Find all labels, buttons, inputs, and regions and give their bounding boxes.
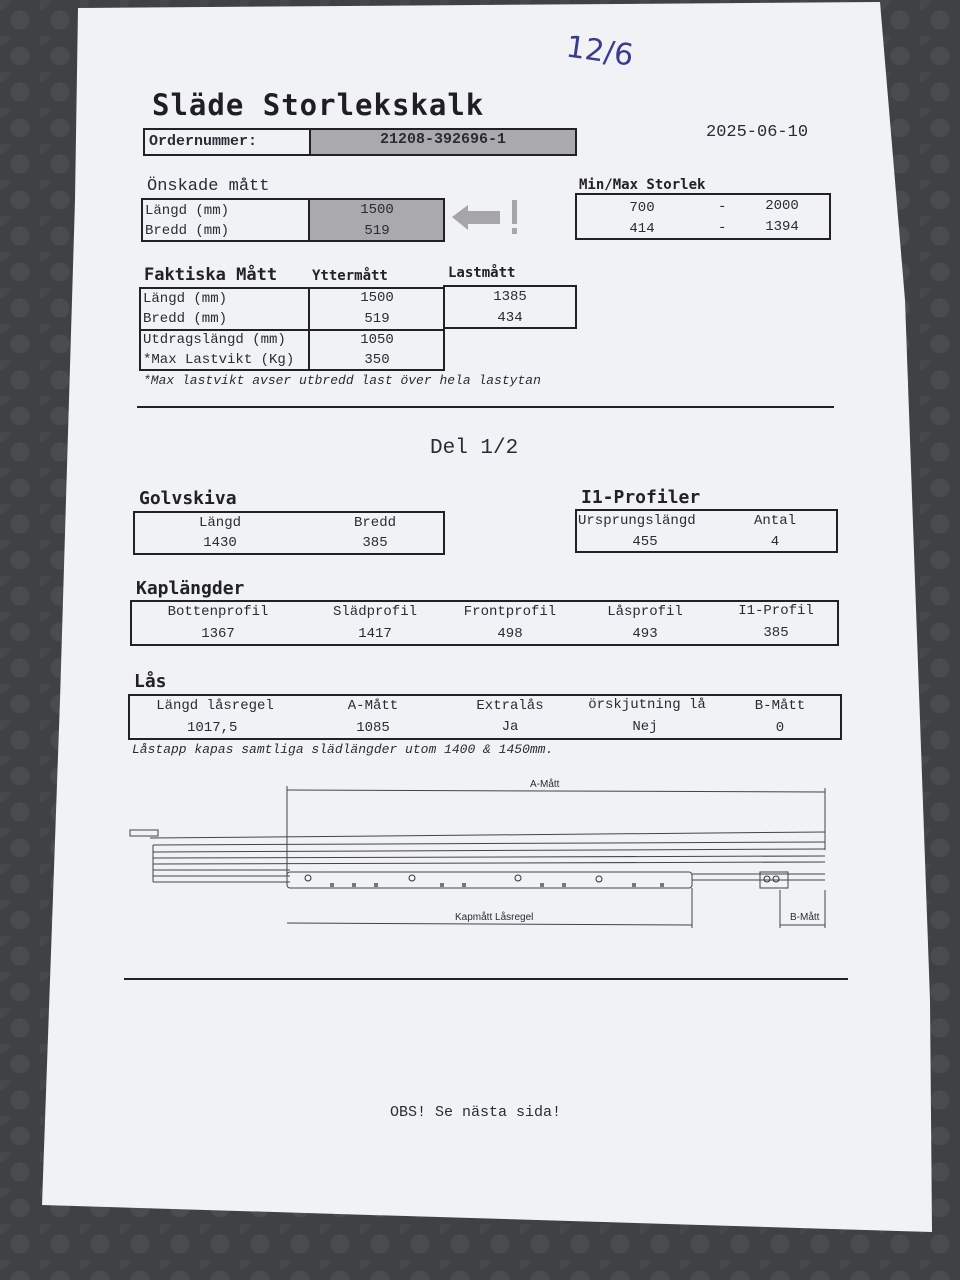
minmax-min-2: 414 (629, 221, 655, 237)
cut-label-front: Frontprofil (463, 604, 557, 620)
cut-label-bottom: Bottenprofil (167, 604, 269, 620)
cut-heading: Kaplängder (136, 578, 245, 599)
cut-value-front: 498 (497, 626, 523, 642)
desired-width-label: Bredd (mm) (145, 223, 230, 239)
actual-length-label: Längd (mm) (143, 291, 228, 307)
warning-arrow-icon (450, 196, 525, 238)
desired-length-value: 1500 (360, 202, 394, 218)
maxload-footnote: *Max lastvikt avser utbredd last över hela lastytan (143, 373, 541, 388)
cut-label-slide: Slädprofil (332, 604, 417, 620)
actual-width-label: Bredd (mm) (143, 311, 228, 327)
i1-orig-label: Ursprungslängd (578, 513, 696, 529)
diagram-b-label: B-Mått (790, 912, 820, 923)
diagram-a-label: A-Mått (530, 779, 560, 790)
actual-length-load: 1385 (493, 289, 527, 305)
floorboard-width-value: 385 (362, 535, 388, 551)
cut-value-i1: 385 (763, 625, 789, 641)
desired-width-value: 519 (364, 223, 390, 239)
maxload-value: 350 (364, 352, 390, 368)
handwritten-note: 12/6 (563, 29, 636, 74)
minmax-min-1: 700 (629, 200, 655, 216)
load-heading: Lastmått (448, 265, 516, 281)
cut-label-lock: Låsprofil (607, 604, 683, 620)
i1-orig-value: 455 (632, 534, 658, 550)
lock-label-shift: örskjutning lå (588, 697, 706, 713)
desired-length-label: Längd (mm) (145, 203, 230, 219)
maxload-label: *Max Lastvikt (Kg) (143, 352, 295, 368)
part-indicator: Del 1/2 (430, 437, 519, 460)
minmax-sep-1: - (718, 199, 727, 215)
minmax-max-2: 1394 (765, 219, 799, 235)
minmax-max-1: 2000 (765, 198, 799, 214)
lock-label-length: Längd låsregel (156, 698, 274, 714)
diagram-cut-label: Kapmått Låsregel (455, 912, 534, 923)
page-title: Släde Storlekskalk (152, 88, 485, 122)
footer-note: OBS! Se nästa sida! (390, 1104, 562, 1121)
order-label: Ordernummer: (149, 133, 258, 150)
floorboard-length-label: Längd (198, 515, 241, 531)
minmax-heading: Min/Max Storlek (579, 177, 706, 193)
outer-heading: Yttermått (312, 268, 388, 284)
lock-heading: Lås (134, 671, 167, 692)
order-number: 21208-392696-1 (379, 131, 507, 148)
divider-bottom (124, 978, 848, 980)
divider (137, 406, 834, 408)
cut-label-i1: I1-Profil (738, 603, 814, 619)
extension-label: Utdragslängd (mm) (143, 332, 286, 348)
cut-value-lock: 493 (632, 626, 658, 642)
order-date: 2025-06-10 (706, 123, 809, 142)
actual-width-load: 434 (497, 310, 523, 326)
lock-label-a: A-Mått (347, 698, 399, 714)
extension-value: 1050 (360, 332, 394, 348)
lock-value-a: 1085 (356, 720, 390, 736)
floorboard-heading: Golvskiva (139, 488, 237, 509)
desired-heading: Önskade mått (147, 177, 270, 196)
lock-label-extra: Extralås (476, 698, 544, 714)
lock-value-b: 0 (775, 720, 785, 736)
actual-width-outer: 519 (364, 311, 390, 327)
floorboard-length-value: 1430 (203, 535, 237, 551)
i1-heading: I1-Profiler (581, 487, 701, 508)
i1-count-label: Antal (753, 513, 796, 529)
actual-length-outer: 1500 (360, 290, 394, 306)
lock-note: Låstapp kapas samtliga slädlängder utom 1400 & 1450mm. (132, 742, 554, 757)
cut-value-bottom: 1367 (201, 626, 235, 642)
lock-value-shift: Nej (632, 719, 658, 735)
lock-label-b: B-Mått (754, 698, 806, 714)
actual-heading: Faktiska Mått (144, 265, 278, 285)
lock-value-extra: Ja (501, 719, 519, 735)
cut-value-slide: 1417 (358, 626, 392, 642)
floorboard-width-label: Bredd (353, 515, 396, 531)
i1-count-value: 4 (770, 534, 780, 550)
lock-value-length: 1017,5 (187, 720, 238, 736)
minmax-sep-2: - (718, 220, 727, 236)
